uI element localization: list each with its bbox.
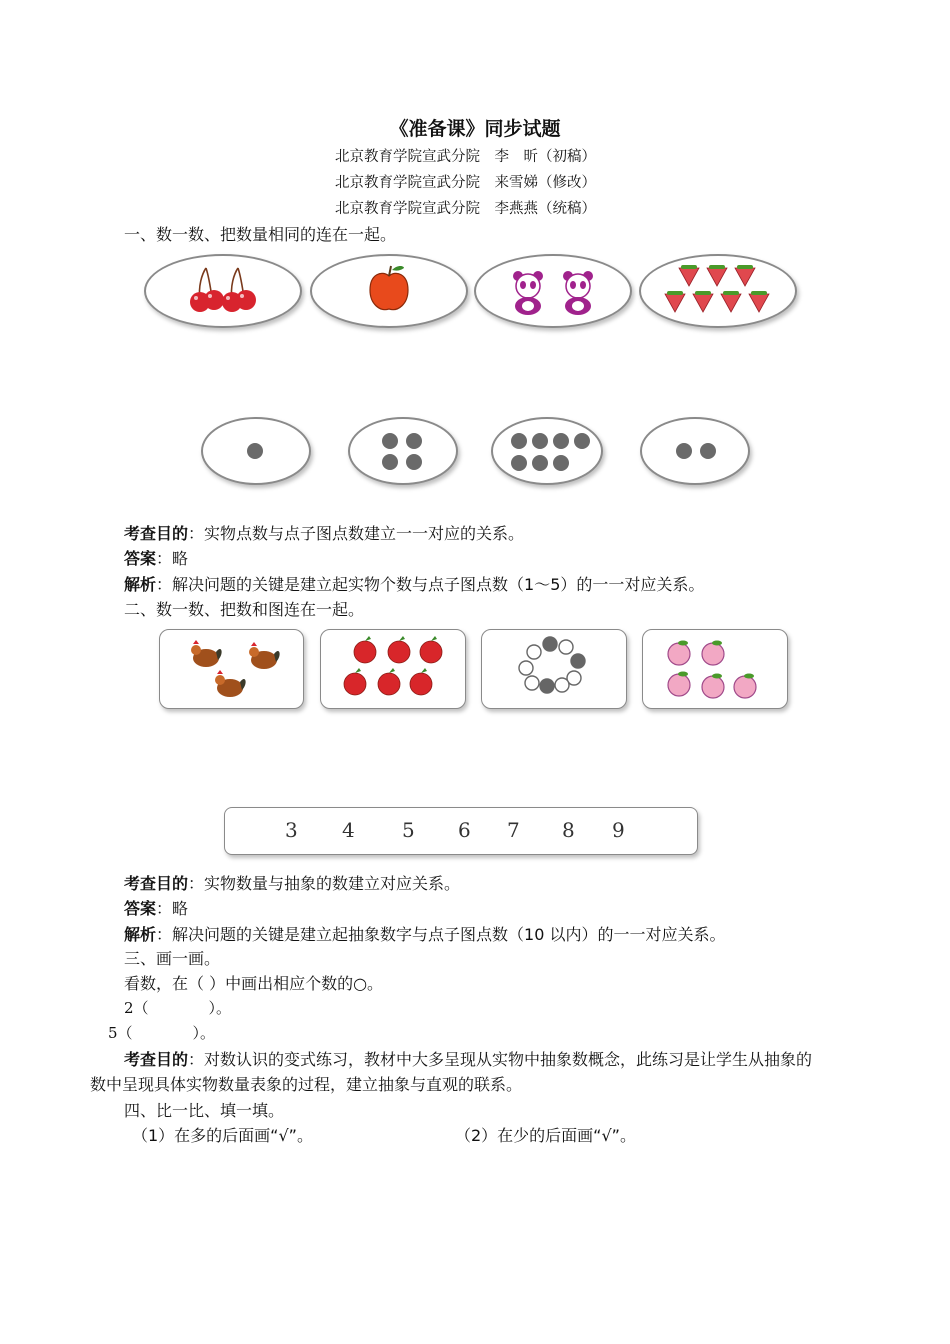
section2-answer [124, 896, 188, 919]
section1-analysis [124, 572, 704, 595]
purpose-text: ：对数认识的变式练习，教材中大多呈现从实物中抽象数概念，此练习是让学生从抽象的 [188, 1050, 813, 1069]
number-8: 8 [562, 818, 575, 842]
author-line-3: 北京教育学院宣武分院 李燕燕（统稿） [335, 201, 596, 217]
author-line-2: 北京教育学院宣武分院 来雪娣（修改） [335, 175, 596, 191]
circles-picture [481, 629, 627, 709]
roosters-picture [159, 629, 304, 709]
dot [676, 443, 692, 459]
dot [553, 455, 569, 471]
dot [382, 433, 398, 449]
cherries-picture [144, 254, 302, 328]
section4-q1: （1）在多的后面画“√”。 [132, 1126, 313, 1145]
number-4: 4 [342, 818, 355, 842]
section3-item-5: 5（ ）。 [108, 1024, 216, 1042]
apple-icon [321, 630, 465, 708]
peaches-picture [642, 629, 788, 709]
section3-instruction: 看数，在（ ）中画出相应个数的○。 [124, 974, 384, 993]
answer-text: ：略 [156, 899, 189, 918]
section3-heading: 三、画一画。 [124, 949, 221, 968]
dots-card-1 [201, 417, 311, 485]
purpose-label: 考查目的 [124, 524, 189, 543]
dot [553, 433, 569, 449]
dot [406, 433, 422, 449]
dot [511, 433, 527, 449]
answer-label: 答案 [124, 899, 157, 918]
rooster-icon [160, 630, 303, 708]
apple-icon [312, 256, 466, 326]
section3-purpose [124, 1047, 812, 1070]
section4-heading: 四、比一比、填一填。 [124, 1101, 285, 1120]
analysis-label: 解析 [124, 575, 157, 594]
number-6: 6 [458, 818, 471, 842]
section1-answer [124, 546, 188, 569]
answer-text: ：略 [156, 549, 189, 568]
panda-icon [476, 256, 630, 326]
page-title: 《准备课》同步试题 [389, 118, 561, 140]
cherries-icon [146, 256, 300, 326]
dot [247, 443, 263, 459]
number-9: 9 [612, 818, 625, 842]
dots-card-7 [491, 417, 603, 485]
section4-q2: （2）在少的后面画“√”。 [455, 1126, 636, 1145]
strawberry-icon [641, 256, 795, 326]
dot [511, 455, 527, 471]
dot [532, 433, 548, 449]
number-strip [224, 807, 698, 855]
dots-card-2 [640, 417, 750, 485]
author-line-1: 北京教育学院宣武分院 李 昕（初稿） [335, 149, 596, 165]
section2-analysis [124, 922, 725, 945]
dot [532, 455, 548, 471]
analysis-label: 解析 [124, 925, 157, 944]
number-5: 5 [402, 818, 415, 842]
analysis-text: ：解决问题的关键是建立起抽象数字与点子图点数（10 以内）的一一对应关系。 [156, 925, 726, 944]
peach-icon [643, 630, 787, 708]
purpose-text: ：实物数量与抽象的数建立对应关系。 [188, 874, 461, 893]
section2-heading: 二、数一数、把数和图连在一起。 [124, 600, 365, 619]
purpose-text: ：实物点数与点子图点数建立一一对应的关系。 [188, 524, 525, 543]
circle-ring-icon [482, 630, 626, 708]
apples-picture [320, 629, 466, 709]
number-3: 3 [285, 818, 298, 842]
section1-heading: 一、数一数、把数量相同的连在一起。 [124, 225, 397, 244]
section3-purpose-cont: 数中呈现具体实物数量表象的过程，建立抽象与直观的联系。 [90, 1075, 523, 1094]
apple-picture [310, 254, 468, 328]
dot [382, 454, 398, 470]
dot [406, 454, 422, 470]
number-7: 7 [507, 818, 520, 842]
pandas-picture [474, 254, 632, 328]
section2-purpose [124, 871, 460, 894]
dot [700, 443, 716, 459]
section1-purpose [124, 521, 524, 544]
strawberries-picture [639, 254, 797, 328]
dots-card-4 [348, 417, 458, 485]
section3-item-2: 2（ ）。 [124, 999, 232, 1017]
answer-label: 答案 [124, 549, 157, 568]
analysis-text: ：解决问题的关键是建立起实物个数与点子图点数（1～5）的一一对应关系。 [156, 575, 705, 594]
purpose-label: 考查目的 [124, 874, 189, 893]
dot [574, 433, 590, 449]
purpose-label: 考查目的 [124, 1050, 189, 1069]
